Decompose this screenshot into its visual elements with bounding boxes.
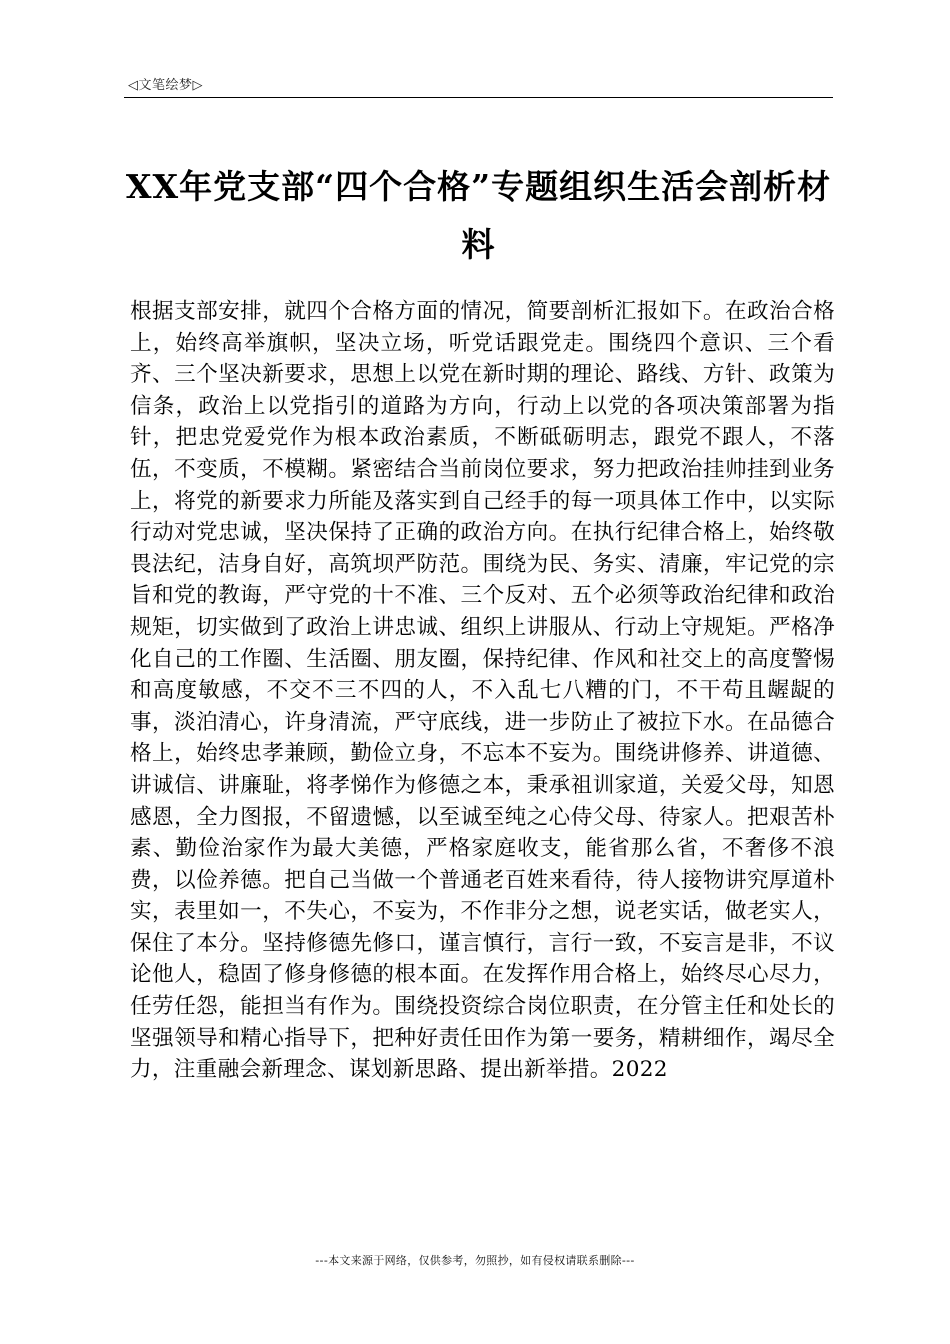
footer-disclaimer: ---本文来源于网络，仅供参考，勿照抄，如有侵权请联系删除--- [315,1254,635,1267]
header-label: ◁文笔绘梦▷ [128,78,203,93]
header-divider [124,97,833,98]
document-title: XX年党支部“四个合格”专题组织生活会剖析材料 [125,167,832,264]
document-body: 根据支部安排，就四个合格方面的情况，简要剖析汇报如下。在政治合格上，始终高举旗帜，坚决立场，听党话跟党走。围绕四个意识、三个看齐、三个坚决新要求，思想上以党在新时期的理论、路线、方针、政策为信条，政治上以党指引的道路为方向，行动上以党的各项决策部署为指针，把忠党爱党作为根本政治素质，不断砥砺明志，跟党不跟人，不落伍，不变质，不模糊。紧密结合当前岗位要求，努力把政治挂帅挂到业务上，将党的新要求力所能及落实到自己经手的每一项具体工作中，以实际行动对党忠诚，坚决保持了正确的政治方向。在执行纪律合格上，始终敬畏法纪，洁身自好，高筑坝严防范。围绕为民、务实、清廉，牢记党的宗旨和党的教诲，严守党的十不准、三个反对、五个必须等政治纪律和政治规矩，切实做到了政治上讲忠诚、组织上讲服从、行动上守规矩。严格净化自己的工作圈、生活圈、朋友圈，保持纪律、作风和社交上的高度警惕和高度敏感，不交不三不四的人，不入乱七八糟的门，不干苟且龌龊的事，淡泊清心，许身清流，严守底线，进一步防止了被拉下水。在品德合格上，始终忠孝兼顾，勤俭立身，不忘本不妄为。围绕讲修养、讲道德、讲诚信、讲廉耻，将孝悌作为修德之本，秉承祖训家道，关爱父母，知恩感恩，全力图报，不留遗憾，以至诚至纯之心侍父母、待家人。把艰苦朴素、勤俭治家作为最大美德，严格家庭收支，能省那么省，不奢侈不浪费，以俭养德。把自己当做一个普通老百姓来看待，待人接物讲究厚道朴实，表里如一，不失心，不妄为，不作非分之想，说老实话，做老实人，保住了本分。坚持修德先修口，谨言慎行，言行一致，不妄言是非，不议论他人，稳固了修身修德的根本面。在发挥作用合格上，始终尽心尽力，任劳任怨，能担当有作为。围绕投资综合岗位职责，在分管主任和处长的坚强领导和精心指导下，把种好责任田作为第一要务，精耕细作，竭尽全力，注重融会新理念、谋划新思路、提出新举措。2022 [130,299,835,1083]
